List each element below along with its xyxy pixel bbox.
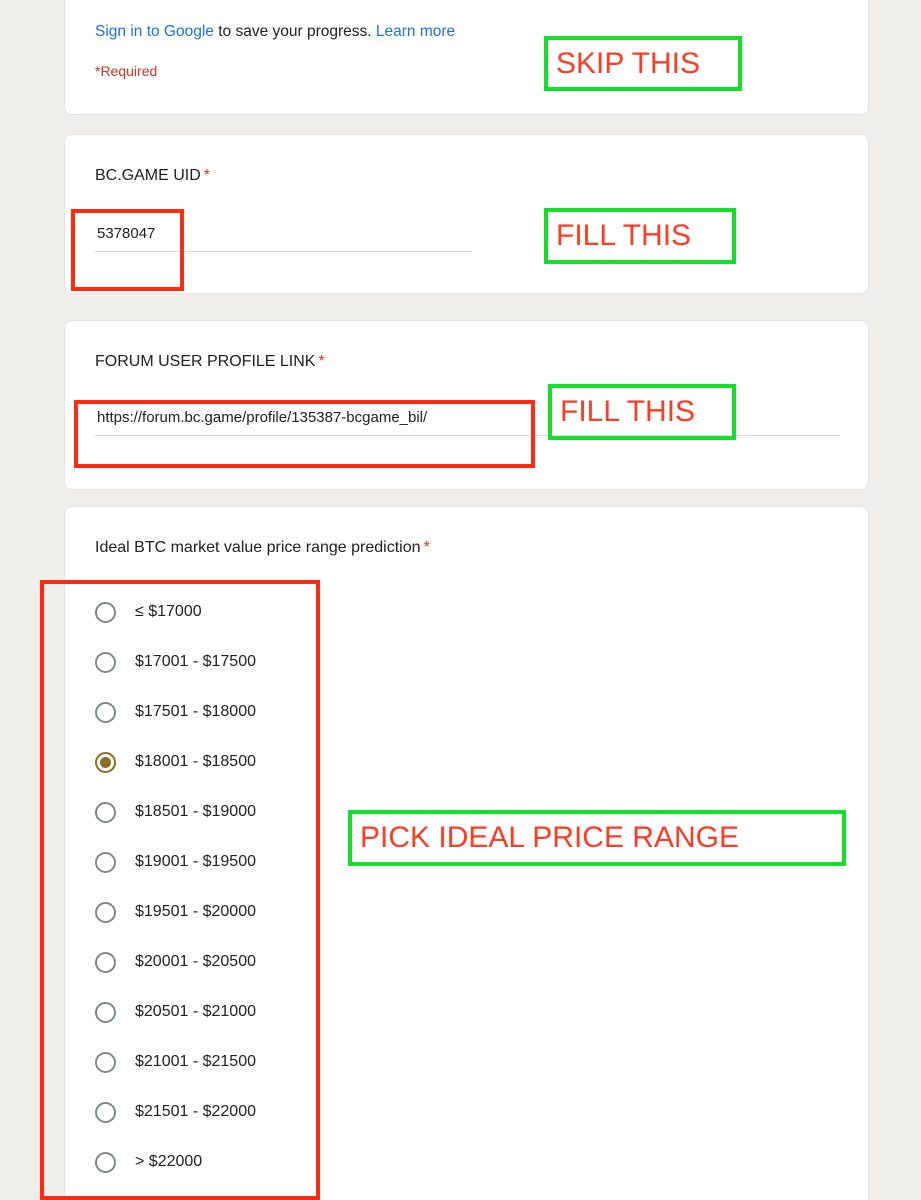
radio-option-row[interactable] — [95, 587, 838, 637]
radio-circle-icon[interactable] — [95, 752, 116, 773]
radio-option-label: $17501 - $18000 — [135, 703, 256, 720]
required-note: *Required — [95, 63, 158, 79]
radio-option-label: $21001 - $21500 — [135, 1053, 256, 1070]
radio-circle-icon[interactable] — [95, 1102, 116, 1123]
radio-option-label: $19001 - $19500 — [135, 853, 256, 870]
profile-link-question-label: FORUM USER PROFILE LINK — [95, 353, 316, 370]
radio-option-label: $20501 - $21000 — [135, 1003, 256, 1020]
price-range-radio-group[interactable] — [95, 587, 838, 1187]
sign-in-to-google-link[interactable]: Sign in to Google — [95, 23, 214, 40]
profile-link-question-card — [64, 320, 869, 490]
radio-circle-icon[interactable] — [95, 602, 116, 623]
uid-question-card — [64, 134, 869, 294]
radio-option-row[interactable] — [95, 937, 838, 987]
radio-circle-icon[interactable] — [95, 1152, 116, 1173]
learn-more-link[interactable]: Learn more — [375, 23, 456, 40]
profile-link-question-title — [95, 351, 838, 373]
radio-option-row[interactable] — [95, 987, 838, 1037]
uid-input[interactable] — [95, 225, 472, 252]
signin-card — [64, 0, 869, 115]
radio-circle-icon[interactable] — [95, 852, 116, 873]
radio-circle-icon[interactable] — [95, 1002, 116, 1023]
radio-option-label: $18001 - $18500 — [135, 753, 256, 770]
radio-option-label: > $22000 — [135, 1153, 203, 1170]
radio-option-row[interactable] — [95, 887, 838, 937]
uid-question-label: BC.GAME UID — [95, 167, 201, 184]
profile-link-input[interactable] — [95, 409, 840, 436]
annotation-label-skip-this: SKIP THIS — [544, 36, 742, 91]
radio-circle-icon[interactable] — [95, 1052, 116, 1073]
radio-option-row[interactable] — [95, 787, 838, 837]
radio-option-row[interactable] — [95, 737, 838, 787]
radio-circle-icon[interactable] — [95, 952, 116, 973]
radio-option-label: $18501 - $19000 — [135, 803, 256, 820]
radio-option-label: $21501 - $22000 — [135, 1103, 256, 1120]
uid-required-asterisk: * — [203, 167, 211, 184]
signin-middle-text: to save your progress. — [213, 23, 376, 40]
signin-notice — [95, 21, 838, 43]
price-prediction-question-label: Ideal BTC market value price range prediction — [95, 539, 421, 556]
uid-question-title — [95, 165, 838, 187]
radio-circle-icon[interactable] — [95, 902, 116, 923]
radio-circle-icon[interactable] — [95, 652, 116, 673]
radio-option-row[interactable] — [95, 1087, 838, 1137]
radio-option-row[interactable] — [95, 1037, 838, 1087]
price-prediction-question-card — [64, 506, 869, 1200]
radio-option-label: ≤ $17000 — [135, 603, 202, 620]
price-prediction-required-asterisk: * — [423, 539, 430, 556]
annotation-label-fill-this-uid: FILL THIS — [544, 208, 736, 264]
radio-option-label: $17001 - $17500 — [135, 653, 256, 670]
radio-option-row[interactable] — [95, 1137, 838, 1187]
radio-circle-icon[interactable] — [95, 802, 116, 823]
radio-option-row[interactable] — [95, 837, 838, 887]
radio-option-label: $20001 - $20500 — [135, 953, 256, 970]
radio-option-row[interactable] — [95, 637, 838, 687]
radio-circle-icon[interactable] — [95, 702, 116, 723]
annotation-label-fill-this-link: FILL THIS — [548, 384, 736, 440]
price-prediction-question-title — [95, 537, 838, 559]
radio-option-label: $19501 - $20000 — [135, 903, 256, 920]
radio-option-row[interactable] — [95, 687, 838, 737]
annotation-label-pick-price-range: PICK IDEAL PRICE RANGE — [348, 810, 846, 866]
profile-link-required-asterisk: * — [318, 353, 325, 370]
